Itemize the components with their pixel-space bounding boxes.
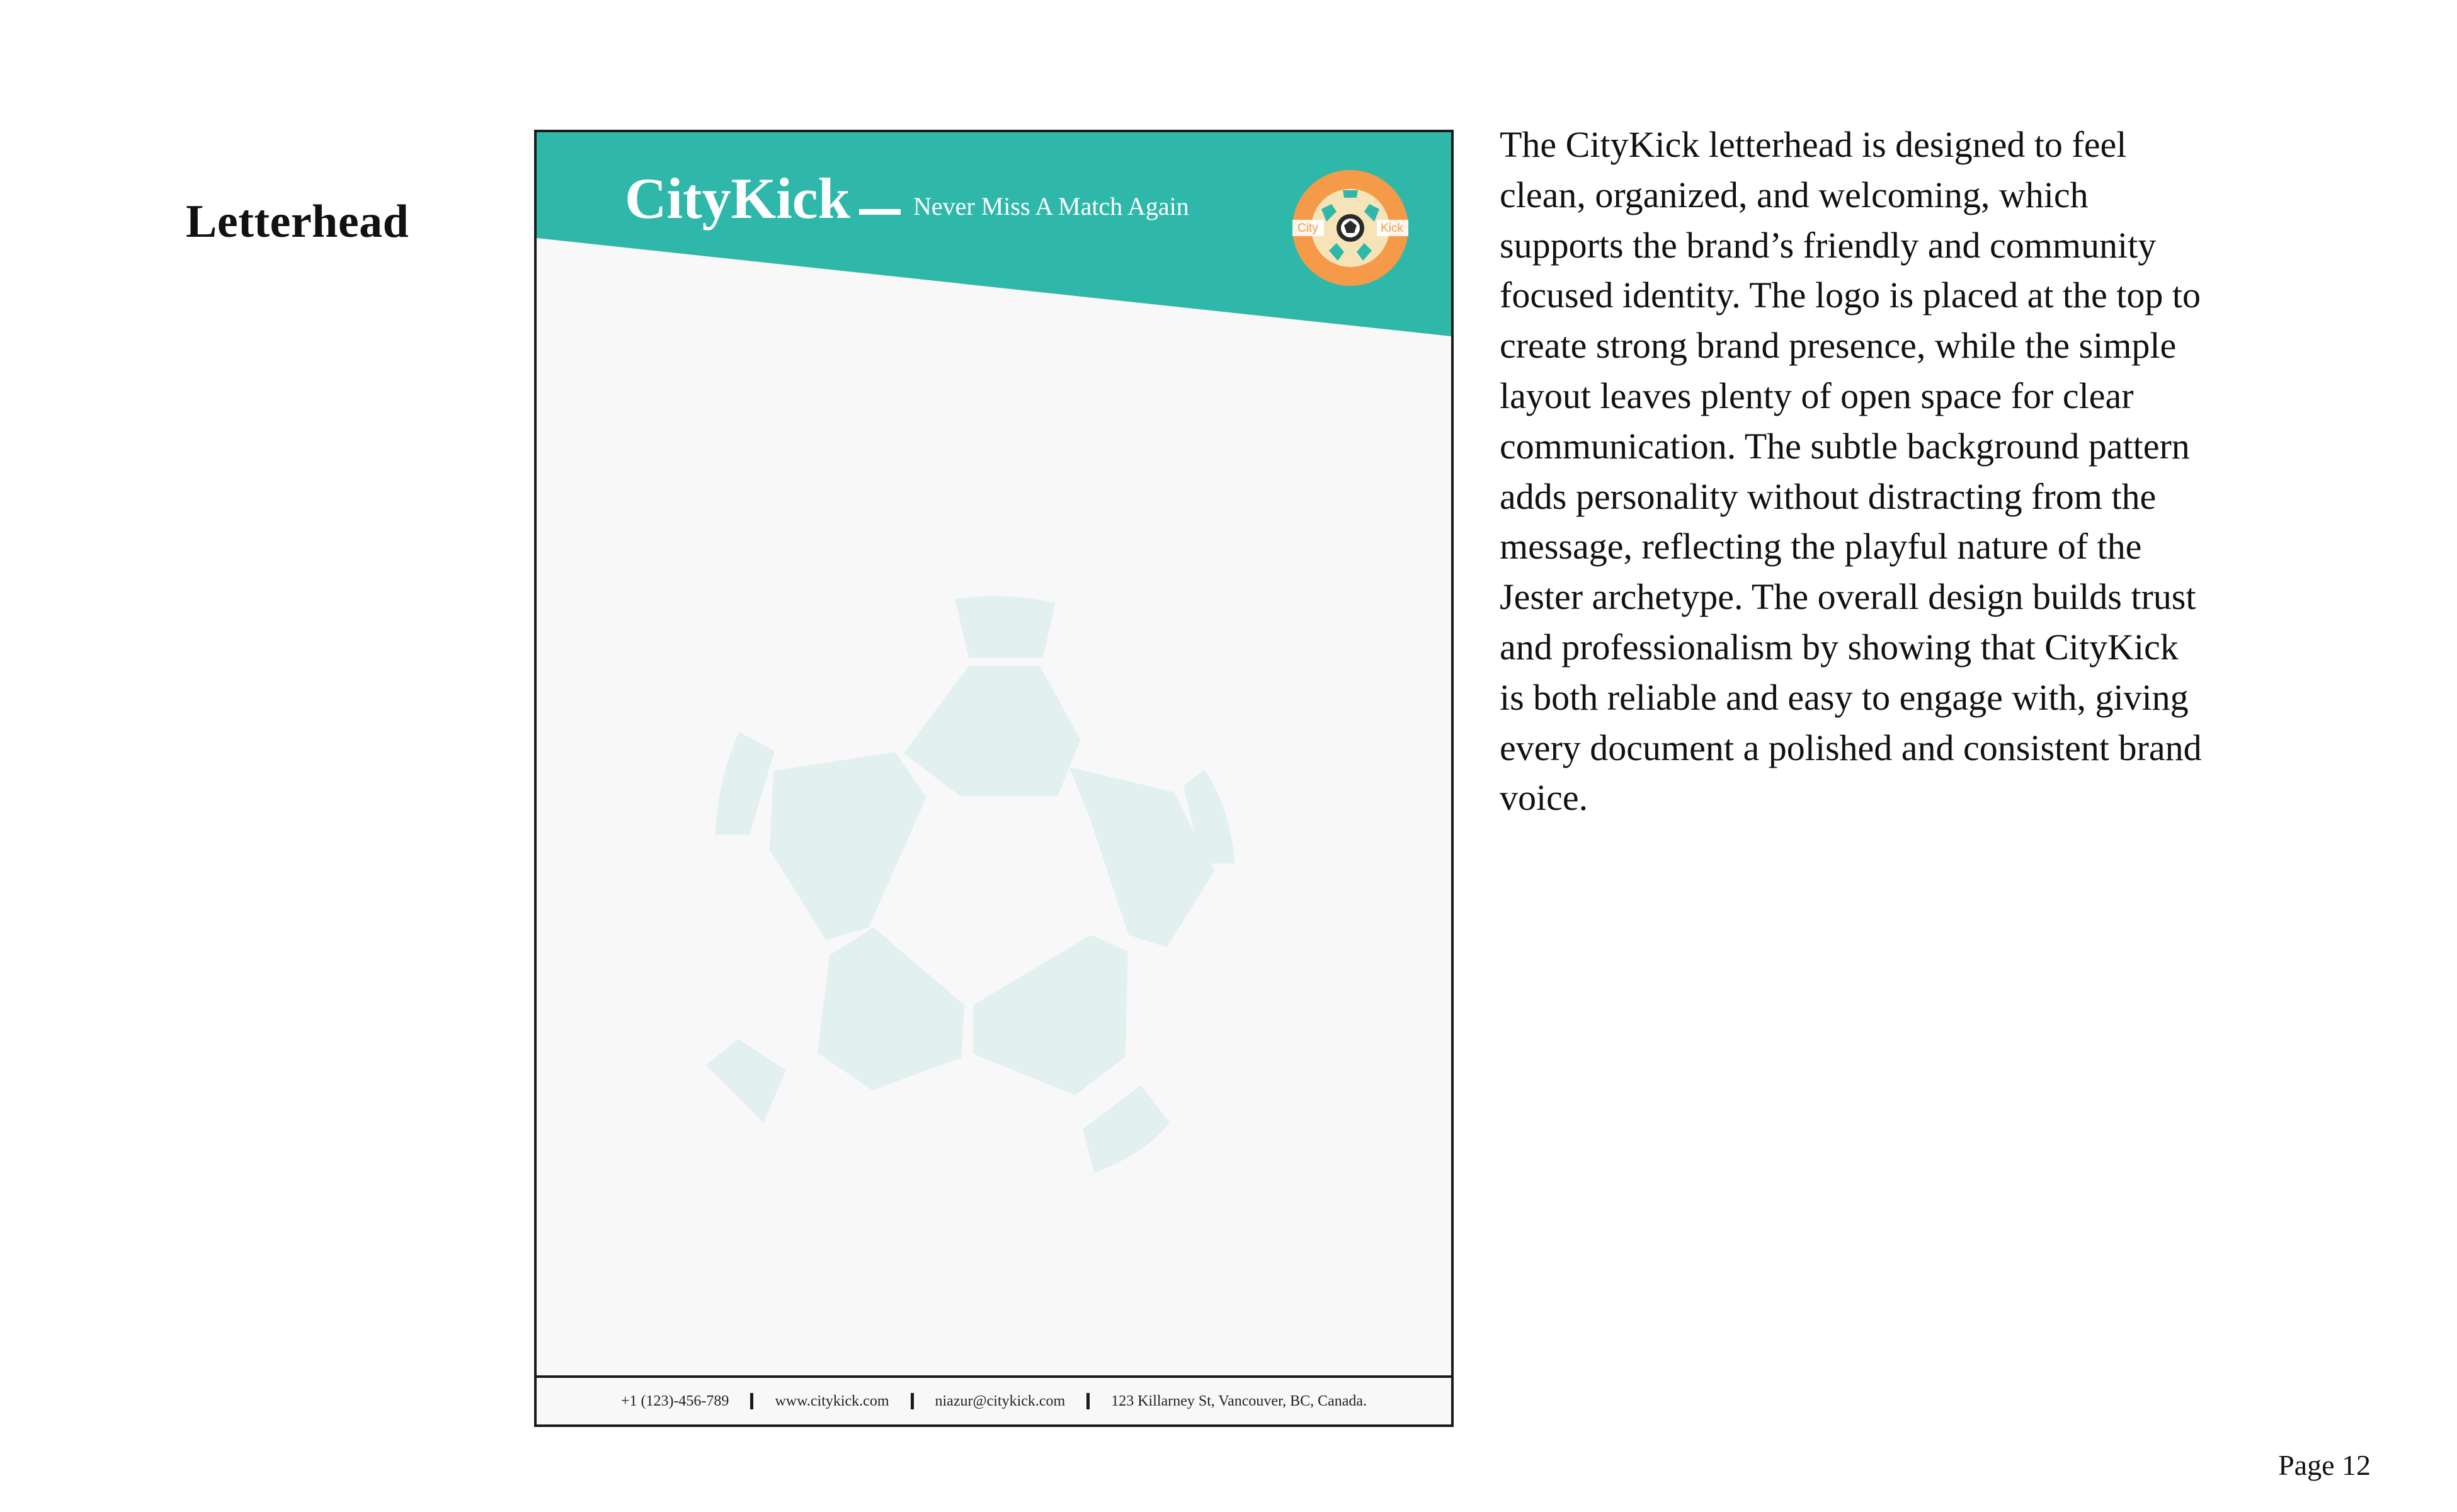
brand-name: CityKick (625, 166, 850, 230)
logo-city-text: City (1297, 222, 1318, 235)
brand-tagline: Never Miss A Match Again (913, 192, 1189, 220)
footer-separator (750, 1393, 753, 1409)
letterhead-mockup (534, 130, 1454, 1427)
footer-email: niazur@citykick.com (935, 1392, 1066, 1409)
description-paragraph: The CityKick letterhead is designed to feel clean, organized, and welcoming, which supports the brand’s friendly and community focused identity. The logo is placed at the top to create strong brand presence, while the simple layout leaves plenty of open space for clear communication. The subtle background pattern adds personality without distracting from the message, reflecting the playful nature of the Jester archetype. The overall design builds trust and professionalism by showing that CityKick is both reliable and easy to engage with, giving every document a polished and consistent brand voice. (1500, 124, 2202, 819)
tagline-dash (859, 209, 901, 215)
section-title: Letterhead (186, 196, 409, 247)
letterhead-footer (537, 1375, 1451, 1424)
page-number: Page 12 (2278, 1449, 2371, 1481)
citykick-logo (1292, 170, 1408, 286)
footer-website: www.citykick.com (775, 1392, 889, 1409)
footer-separator (911, 1393, 914, 1409)
footer-phone: +1 (123)-456-789 (620, 1392, 729, 1409)
footer-address: 123 Killarney St, Vancouver, BC, Canada. (1111, 1392, 1367, 1409)
footer-separator (1086, 1393, 1090, 1409)
logo-kick-text: Kick (1381, 222, 1403, 235)
